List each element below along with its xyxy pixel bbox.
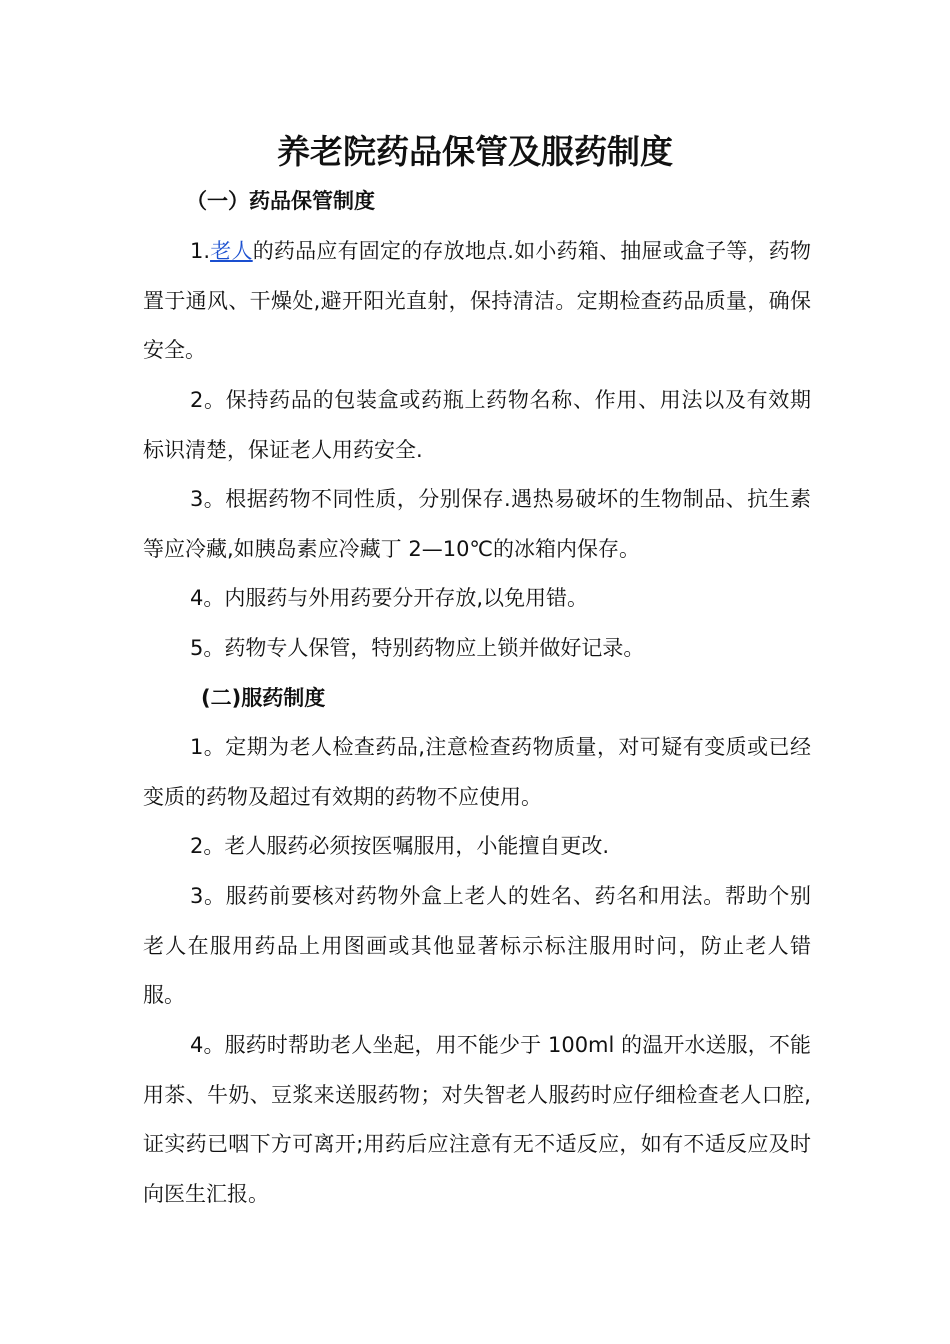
storage-item-4: 4。内服药与外用药要分开存放,以免用错。	[190, 586, 589, 610]
item-text: 的药品应有固定的存放地点.如小药箱、抽屉或盒子等，药物置于通风、干燥处,避开阳光直射，保持清洁。定期检查药品质量，确保安全。	[143, 239, 811, 362]
storage-item-2: 2。保持药品的包装盒或药瓶上药物名称、作用、用法以及有效期标识清楚，保证老人用药安全.	[143, 388, 811, 462]
medication-item-4: 4。服药时帮助老人坐起，用不能少于 100ml 的温开水送服，不能用茶、牛奶、豆浆来送服药物；对失智老人服药时应仔细检查老人口腔,证实药已咽下方可离开;用药后应注意有无不适反应，如有不适反应及时向医生汇报。	[143, 1033, 811, 1206]
section-heading-medication: (二)服药制度	[201, 686, 326, 710]
storage-item-1	[143, 227, 811, 376]
medication-item-1: 1。定期为老人检查药品,注意检查药物质量，对可疑有变质或已经变质的药物及超过有效期的药物不应使用。	[143, 735, 811, 809]
item-prefix: 1.	[190, 239, 211, 263]
medication-item-2: 2。老人服药必须按医嘱服用，小能擅自更改.	[190, 834, 610, 858]
section-heading-storage: （一）药品保管制度	[186, 189, 375, 213]
storage-item-3: 3。根据药物不同性质，分别保存.遇热易破坏的生物制品、抗生素等应冷藏,如胰岛素应冷藏丁 2—10℃的冰箱内保存。	[143, 487, 811, 561]
document-title: 养老院药品保管及服药制度	[277, 132, 673, 171]
medication-item-3: 3。服药前要核对药物外盒上老人的姓名、药名和用法。帮助个别老人在服用药品上用图画或其他显著标示标注服用时问，防止老人错服。	[143, 884, 811, 1007]
elderly-link[interactable]: 老人	[210, 239, 253, 263]
storage-item-5: 5。药物专人保管，特别药物应上锁并做好记录。	[190, 636, 645, 660]
